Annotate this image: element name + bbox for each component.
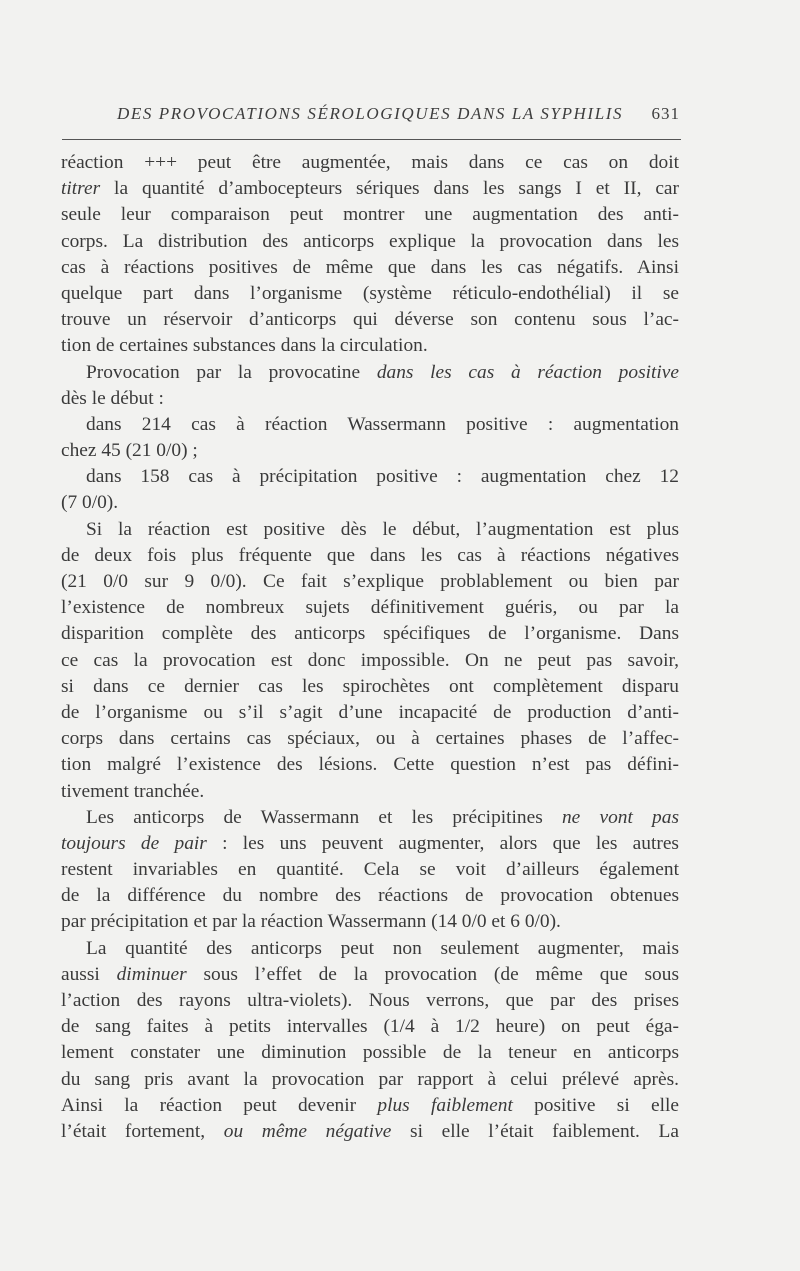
text-segment: ce cas la provocation est donc impossible. On ne peut pas savoir, (61, 649, 679, 671)
running-title: DES PROVOCATIONS SÉROLOGIQUES DANS LA SYPHILIS (117, 104, 624, 123)
text-segment: l’était fortement, (61, 1120, 224, 1142)
text-segment: : les uns peuvent augmenter, alors que les autres (206, 832, 679, 854)
running-head (62, 104, 680, 128)
text-segment: (21 0/0 sur 9 0/0). Ce fait s’explique problablement ou bien par (61, 571, 679, 592)
text-segment: lement constater une diminution possible de la teneur en anticorps (61, 1042, 679, 1064)
text-segment: Ainsi la réaction peut devenir (61, 1094, 378, 1116)
text-line (61, 386, 679, 412)
text-segment: quelque part dans l’organisme (système réticulo-endothélial) il se (61, 282, 679, 304)
text-line (61, 1014, 679, 1040)
italic-text: titrer (61, 178, 101, 200)
text-segment: de deux fois plus fréquente que dans les cas à réactions négatives (61, 544, 679, 566)
text-segment: aussi (61, 963, 117, 985)
text-segment: corps dans certains cas spéciaux, ou à certaines phases de l’affec- (61, 728, 679, 750)
text-segment: tivement tranchée. (61, 780, 205, 802)
text-line (61, 857, 679, 883)
text-segment: corps. La distribution des anticorps explique la provocation dans les (61, 230, 679, 252)
text-segment: par précipitation et par la réaction Wassermann (14 0/0 et 6 0/0). (61, 911, 561, 933)
text-segment: La quantité des anticorps peut non seulement augmenter, mais (86, 937, 679, 959)
text-line (61, 517, 679, 543)
text-line (61, 752, 679, 778)
text-line (61, 595, 679, 621)
text-segment: l’action des rayons ultra-violets). Nous verrons, que par des prises (61, 990, 679, 1011)
text-segment: trouve un réservoir d’anticorps qui déverse son contenu sous l’ac- (61, 309, 679, 331)
text-line (61, 779, 679, 805)
text-line (61, 543, 679, 569)
italic-text: diminuer (116, 963, 187, 985)
text-line (61, 464, 679, 490)
italic-text: dans les cas à réaction positive (376, 361, 679, 383)
text-line (61, 805, 679, 831)
text-line (61, 674, 679, 700)
text-segment: sous l’effet de la provocation (de même que sous (186, 963, 679, 985)
text-line (61, 621, 679, 647)
text-line (61, 936, 679, 962)
text-line (61, 569, 679, 595)
text-segment: du sang pris avant la provocation par rapport à celui prélevé après. (61, 1068, 679, 1090)
text-line (61, 988, 679, 1014)
text-segment: de la différence du nombre des réactions de provocation obtenues (61, 885, 679, 907)
text-segment: l’existence de nombreux sujets définitivement guéris, ou par la (61, 597, 679, 619)
text-line (61, 150, 679, 176)
text-line (61, 909, 679, 935)
page-number: 631 (651, 104, 680, 123)
text-line (61, 438, 679, 464)
text-segment: tion malgré l’existence des lésions. Cette question n’est pas défini- (61, 754, 679, 776)
text-segment: Les anticorps de Wassermann et les précipitines (86, 806, 562, 828)
italic-text: ou même négative (223, 1120, 392, 1142)
text-segment: de l’organisme ou s’il s’agit d’une incapacité de production d’anti- (61, 701, 679, 723)
text-line (61, 360, 679, 386)
text-line (61, 1040, 679, 1066)
text-segment: Si la réaction est positive dès le début, l’augmentation est plus (86, 518, 679, 540)
italic-text: toujours de pair (61, 832, 207, 854)
text-segment: positive si elle (512, 1094, 679, 1116)
text-segment: réaction +++ peut être augmentée, mais dans ce cas on doit (61, 152, 679, 173)
text-line (61, 1067, 679, 1093)
text-line (61, 700, 679, 726)
text-segment: la quantité d’ambocepteurs sériques dans les sangs I et II, car (100, 178, 679, 200)
text-line (61, 883, 679, 909)
text-line (61, 412, 679, 438)
text-line (61, 333, 679, 359)
text-line (61, 726, 679, 752)
text-line (61, 255, 679, 281)
text-segment: si dans ce dernier cas les spirochètes ont complètement disparu (61, 675, 679, 697)
text-line (61, 229, 679, 255)
text-line (61, 831, 679, 857)
text-segment: (7 0/0). (61, 492, 119, 514)
italic-text: ne vont pas (561, 806, 679, 828)
text-segment: disparition complète des anticorps spécifiques de l’organisme. Dans (61, 623, 679, 645)
text-line (61, 307, 679, 333)
text-line (61, 1119, 679, 1145)
text-segment: de sang faites à petits intervalles (1/4 à 1/2 heure) on peut éga- (61, 1016, 679, 1038)
text-segment: dès le début : (61, 387, 164, 409)
text-line (61, 176, 679, 202)
text-line (61, 1093, 679, 1119)
italic-text: plus faiblement (377, 1094, 513, 1116)
text-segment: cas à réactions positives de même que dans les cas négatifs. Ainsi (61, 256, 679, 278)
text-line (61, 490, 679, 516)
body-text (61, 150, 679, 1145)
text-segment: dans 214 cas à réaction Wassermann positive : augmentation (86, 413, 679, 435)
text-segment: chez 45 (21 0/0) ; (61, 440, 198, 462)
text-line (61, 962, 679, 988)
text-segment: si elle l’était faiblement. La (391, 1120, 680, 1142)
text-segment: Provocation par la provocatine (86, 361, 377, 383)
text-line (61, 202, 679, 228)
text-segment: dans 158 cas à précipitation positive : augmentation chez 12 (86, 466, 679, 488)
text-line (61, 648, 679, 674)
text-segment: tion de certaines substances dans la circulation. (61, 335, 428, 357)
text-segment: seule leur comparaison peut montrer une augmentation des anti- (61, 204, 679, 226)
text-segment: restent invariables en quantité. Cela se voit d’ailleurs également (61, 859, 679, 881)
text-line (61, 281, 679, 307)
header-rule (62, 139, 681, 140)
